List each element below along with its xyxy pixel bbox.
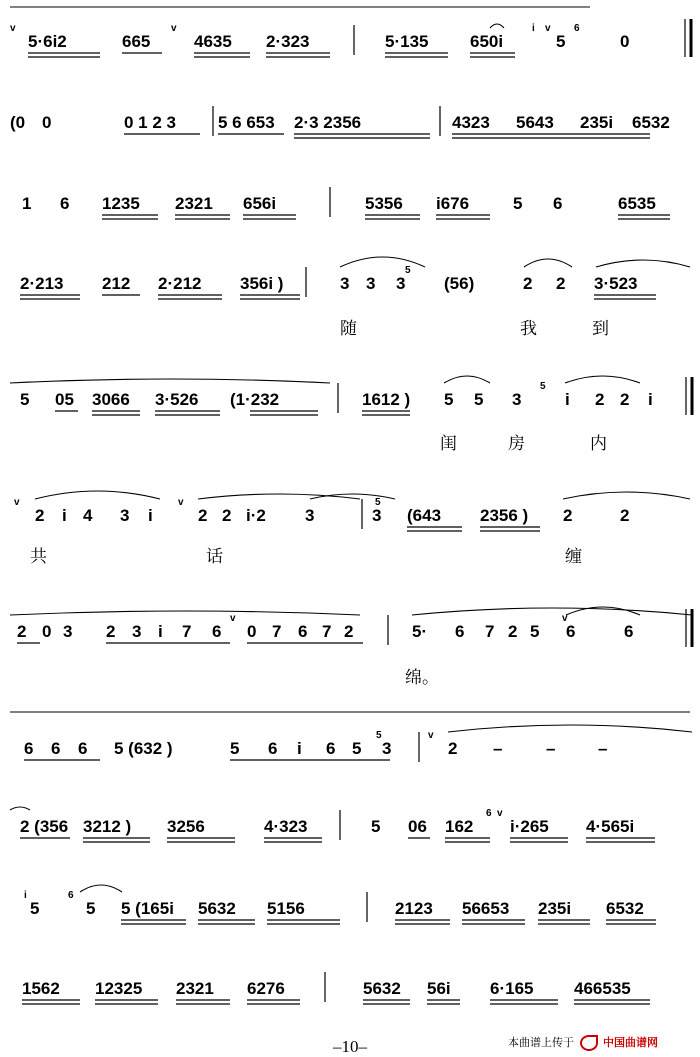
slur xyxy=(448,725,692,732)
note-group: 2 xyxy=(344,622,354,641)
slur xyxy=(10,379,330,383)
note-group: 3 xyxy=(63,622,73,641)
lyric: 内 xyxy=(590,434,607,454)
slur xyxy=(524,259,572,267)
note-group: 212 xyxy=(102,274,131,293)
note-group: 3 xyxy=(305,506,315,525)
note-group: 7 xyxy=(182,622,192,641)
note-group: 356i ) xyxy=(240,274,284,293)
note-group: 5 xyxy=(86,899,96,918)
grace-note: i xyxy=(532,23,535,34)
slur xyxy=(80,885,122,892)
breath-mark: v xyxy=(171,23,177,34)
note-group: 6 xyxy=(624,622,634,641)
note-group: 2 xyxy=(620,390,630,409)
note-group: 2 xyxy=(35,506,45,525)
note-group: 2123 xyxy=(395,899,433,918)
lyric: 闺 xyxy=(440,434,457,454)
note-group: (643 xyxy=(407,506,442,525)
note-group: 235i xyxy=(538,899,572,918)
credit-brand: 中国曲谱网 xyxy=(603,1036,658,1049)
note-group: 2321 xyxy=(176,979,214,998)
note-group: 3 xyxy=(382,739,392,758)
note-group: 2 xyxy=(448,739,458,758)
note-group: i676 xyxy=(436,194,470,213)
fermata-icon xyxy=(490,24,504,28)
grace-note: 5 xyxy=(376,730,382,741)
page-number: –10– xyxy=(333,1037,367,1056)
note-group: – xyxy=(598,739,608,758)
note-group: 5632 xyxy=(363,979,401,998)
note-group: 12325 xyxy=(95,979,143,998)
note-group: 2321 xyxy=(175,194,213,213)
note-group: i xyxy=(148,506,153,525)
note-group: 2 xyxy=(222,506,232,525)
grace-note: 6 xyxy=(574,23,580,34)
note-group: 2·3 2356 xyxy=(294,113,362,132)
note-group: 5 xyxy=(474,390,484,409)
note-group: 2 xyxy=(523,274,533,293)
note-group: 6 xyxy=(566,622,576,641)
note-group: 3 xyxy=(366,274,376,293)
note-group: 1 xyxy=(22,194,32,213)
lyric: 房 xyxy=(508,434,525,454)
note-group: i xyxy=(158,622,163,641)
note-group: 3 xyxy=(372,506,382,525)
note-group: 05 xyxy=(55,390,74,409)
note-group: 656i xyxy=(243,194,277,213)
note-group: 7 xyxy=(322,622,332,641)
breath-mark: v xyxy=(230,613,236,624)
note-group: 2356 ) xyxy=(480,506,529,525)
note-group: i xyxy=(62,506,67,525)
note-group: 5 xyxy=(530,622,540,641)
note-group: 2 xyxy=(563,506,573,525)
note-group: 5 xyxy=(20,390,30,409)
note-group: 2 xyxy=(595,390,605,409)
lyric: 随 xyxy=(340,319,357,339)
note-group: 5 (165i xyxy=(121,899,174,918)
slur xyxy=(596,260,690,267)
note-group: 2 xyxy=(556,274,566,293)
note-group: 0 xyxy=(42,622,52,641)
note-group: 2 (356 xyxy=(20,817,69,836)
note-group: 6276 xyxy=(247,979,285,998)
note-group: 5 6 653 xyxy=(218,113,275,132)
note-group: 5 xyxy=(352,739,362,758)
note-group: 3212 ) xyxy=(83,817,132,836)
note-group: 6532 xyxy=(632,113,670,132)
note-group: 56i xyxy=(427,979,451,998)
note-group: 1235 xyxy=(102,194,140,213)
note-group: i xyxy=(565,390,570,409)
slur xyxy=(444,376,490,383)
note-group: 6 xyxy=(60,194,70,213)
grace-note: 5 xyxy=(405,265,411,276)
note-group: 3 xyxy=(340,274,350,293)
note-group: 4 xyxy=(83,506,93,525)
note-group: 4·565i xyxy=(586,817,635,836)
breath-mark: v xyxy=(14,497,20,508)
note-group: 3 xyxy=(512,390,522,409)
lyric: 共 xyxy=(30,547,47,567)
note-group: 1562 xyxy=(22,979,60,998)
note-group: 2 xyxy=(106,622,116,641)
note-group: 5·135 xyxy=(385,32,429,51)
breath-mark: v xyxy=(497,808,503,819)
upload-credit xyxy=(508,1034,658,1051)
note-group: 0 xyxy=(620,32,630,51)
note-group: i xyxy=(297,739,302,758)
note-group: 4·323 xyxy=(264,817,308,836)
note-group: 5· xyxy=(412,622,428,641)
note-group: 2 xyxy=(198,506,208,525)
note-group: 4323 xyxy=(452,113,490,132)
note-group: 4635 xyxy=(194,32,232,51)
note-group: 5 xyxy=(556,32,566,51)
note-group: 2·323 xyxy=(266,32,310,51)
note-group: 2·212 xyxy=(158,274,202,293)
grace-note: i xyxy=(24,890,27,901)
note-group: 3 xyxy=(396,274,406,293)
breath-mark: v xyxy=(10,23,16,34)
breath-mark: v xyxy=(178,497,184,508)
note-group: 2 xyxy=(17,622,27,641)
note-group: 6 xyxy=(212,622,222,641)
note-group: 3066 xyxy=(92,390,130,409)
note-group: i·2 xyxy=(246,506,266,525)
note-group: 5·6i2 xyxy=(28,32,67,51)
lyric: 我 xyxy=(520,319,537,339)
slur xyxy=(10,611,360,615)
note-group: 3·523 xyxy=(594,274,638,293)
note-group: 5356 xyxy=(365,194,403,213)
note-group: 6 xyxy=(268,739,278,758)
note-group: 5 (632 ) xyxy=(114,739,173,758)
breath-mark: v xyxy=(545,23,551,34)
lyric: 缠 xyxy=(565,547,582,567)
note-group: 06 xyxy=(408,817,427,836)
note-group: 0 xyxy=(42,113,52,132)
note-group: 56653 xyxy=(462,899,510,918)
note-group: 235i xyxy=(580,113,614,132)
slur xyxy=(563,492,690,499)
note-group: i xyxy=(648,390,653,409)
slur xyxy=(340,257,425,267)
note-group: 3256 xyxy=(167,817,205,836)
slur xyxy=(35,491,160,499)
note-group: i·265 xyxy=(510,817,549,836)
note-group: 2 xyxy=(620,506,630,525)
note-group: 2·213 xyxy=(20,274,64,293)
note-group: 3·526 xyxy=(155,390,199,409)
note-group: 650i xyxy=(470,32,504,51)
note-group: (56) xyxy=(444,274,475,293)
lyric: 绵。 xyxy=(405,668,439,688)
note-group: 7 xyxy=(485,622,495,641)
note-group: 0 xyxy=(247,622,257,641)
note-group: 0 1 2 3 xyxy=(124,113,176,132)
note-group: 5 xyxy=(444,390,454,409)
note-group: 6 xyxy=(326,739,336,758)
site-logo-icon xyxy=(580,1035,598,1051)
note-group: 6 xyxy=(51,739,61,758)
lyric: 到 xyxy=(592,319,609,339)
credit-prefix: 本曲谱上传于 xyxy=(508,1036,574,1049)
note-group: 5 xyxy=(230,739,240,758)
note-group: 1612 ) xyxy=(362,390,411,409)
note-group: 5156 xyxy=(267,899,305,918)
breath-mark: v xyxy=(562,613,568,624)
grace-note: 6 xyxy=(486,808,492,819)
note-group: 3 xyxy=(120,506,130,525)
note-group: 6 xyxy=(298,622,308,641)
note-group: 2 xyxy=(508,622,518,641)
note-group: 5 xyxy=(371,817,381,836)
breath-mark: v xyxy=(428,730,434,741)
note-group: 162 xyxy=(445,817,474,836)
note-group: 7 xyxy=(272,622,282,641)
lyric: 话 xyxy=(206,547,223,567)
note-group: – xyxy=(546,739,556,758)
note-group: 3 xyxy=(132,622,142,641)
note-group: 5632 xyxy=(198,899,236,918)
note-group: 5 xyxy=(513,194,523,213)
grace-note: 6 xyxy=(68,890,74,901)
note-group: – xyxy=(493,739,503,758)
note-group: (1·232 xyxy=(230,390,280,409)
slur xyxy=(10,807,30,810)
grace-note: 5 xyxy=(375,497,381,508)
grace-note: 5 xyxy=(540,381,546,392)
note-group: (0 xyxy=(10,113,26,132)
note-group: 5643 xyxy=(516,113,554,132)
note-group: 6·165 xyxy=(490,979,534,998)
note-group: 6 xyxy=(78,739,88,758)
note-group: 6 xyxy=(553,194,563,213)
note-group: 6 xyxy=(24,739,34,758)
note-group: 665 xyxy=(122,32,151,51)
slur xyxy=(565,376,640,383)
note-group: 6535 xyxy=(618,194,656,213)
note-group: 5 xyxy=(30,899,40,918)
slur xyxy=(412,608,692,615)
note-group: 466535 xyxy=(574,979,631,998)
note-group: 6532 xyxy=(606,899,644,918)
note-group: 6 xyxy=(455,622,465,641)
